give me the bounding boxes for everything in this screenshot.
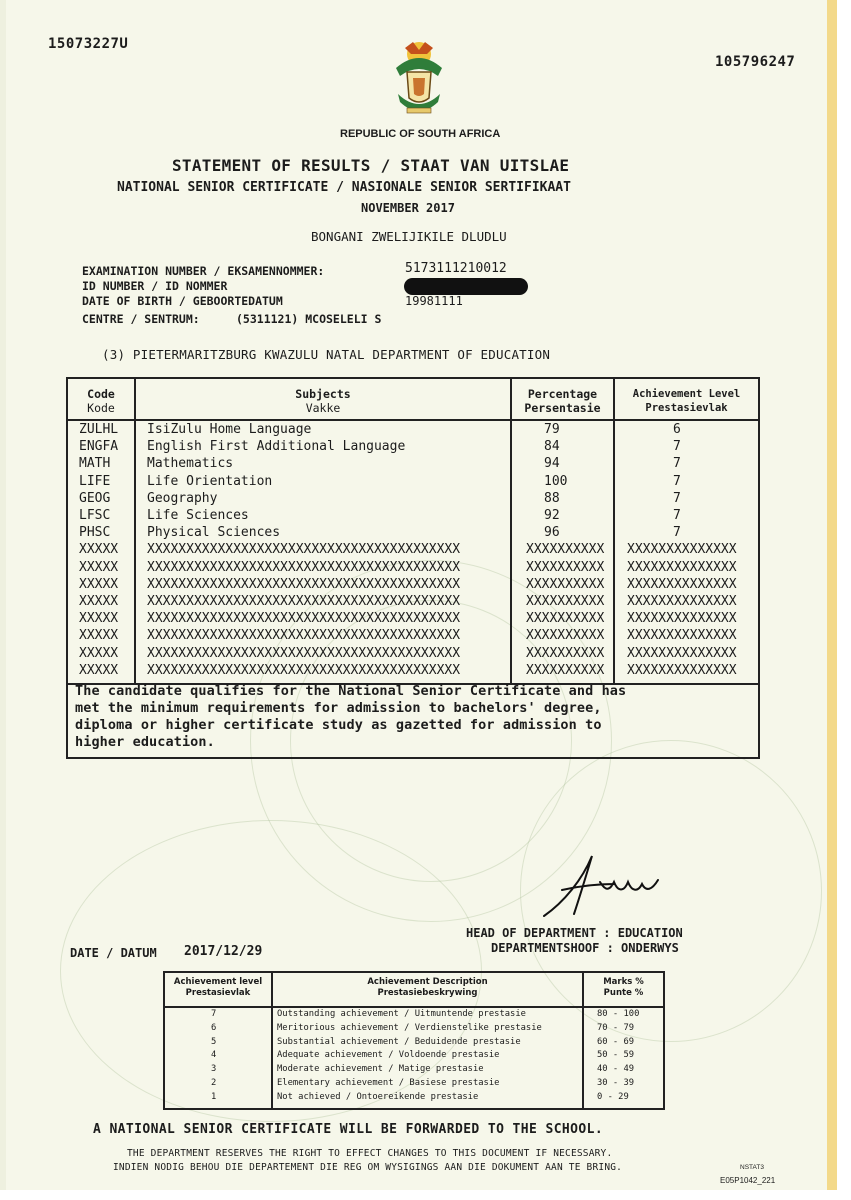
coat-of-arms-icon	[391, 38, 447, 124]
qualification-line: diploma or higher certificate study as gazetted for admission to	[75, 717, 602, 733]
signatory-title-af: DEPARTMENTSHOOF : ONDERWYS	[491, 941, 679, 955]
row-level: 7	[673, 525, 681, 541]
key-description: Outstanding achievement / Uitmuntende prestasie	[277, 1009, 526, 1019]
key-level: 2	[211, 1078, 217, 1088]
table-row	[68, 577, 758, 594]
row-percentage: XXXXXXXXXX	[526, 662, 605, 678]
forward-note: A NATIONAL SENIOR CERTIFICATE WILL BE FORWARDED TO THE SCHOOL.	[93, 1122, 604, 1137]
key-header-level-en: Achievement level	[173, 977, 263, 987]
footer-line-en: THE DEPARTMENT RESERVES THE RIGHT TO EFFECT CHANGES TO THIS DOCUMENT IF NECESSARY.	[127, 1148, 613, 1159]
row-level: 7	[673, 508, 681, 523]
footer-line-af: INDIEN NODIG BEHOU DIE DEPARTEMENT DIE REG OM WYSIGINGS AAN DIE DOKUMENT AAN TE BRING.	[113, 1162, 623, 1173]
key-row	[165, 1050, 663, 1063]
table-row	[68, 628, 758, 645]
row-level: 7	[673, 490, 681, 506]
row-code: ENGFA	[79, 439, 119, 455]
qualification-line: met the minimum requirements for admission to bachelors' degree,	[75, 700, 602, 716]
key-description: Elementary achievement / Basiese prestasie	[277, 1078, 500, 1088]
row-percentage: XXXXXXXXXX	[526, 645, 605, 661]
table-row	[68, 525, 758, 542]
row-percentage: XXXXXXXXXX	[526, 576, 605, 592]
document-code: E05P1042_221	[720, 1176, 776, 1185]
row-subject: IsiZulu Home Language	[147, 422, 312, 437]
exam-number: 5173111210012	[405, 261, 507, 276]
row-subject: XXXXXXXXXXXXXXXXXXXXXXXXXXXXXXXXXXXXXXXX	[147, 594, 461, 609]
row-level: XXXXXXXXXXXXXX	[627, 645, 737, 661]
issue-date: 2017/12/29	[184, 944, 263, 959]
serial-number-right: 105796247	[715, 54, 796, 70]
key-row	[165, 1023, 663, 1036]
row-percentage: XXXXXXXXXX	[526, 611, 605, 627]
key-row	[165, 1078, 663, 1091]
header-percentage-af: Persentasie	[524, 401, 601, 415]
row-level: XXXXXXXXXXXXXX	[627, 662, 737, 678]
form-code: NSTAT3	[740, 1164, 764, 1171]
row-percentage: 92	[544, 508, 560, 523]
key-marks: 40 - 49	[597, 1064, 635, 1075]
key-header-level-af: Prestasievlak	[185, 988, 251, 998]
table-row	[68, 456, 758, 473]
row-subject: XXXXXXXXXXXXXXXXXXXXXXXXXXXXXXXXXXXXXXXX	[147, 611, 461, 627]
table-row	[68, 646, 758, 663]
key-description: Not achieved / Ontoereikende prestasie	[277, 1091, 479, 1102]
redaction-bar	[404, 278, 528, 295]
key-marks: 50 - 59	[597, 1050, 635, 1061]
key-description: Meritorious achievement / Verdienstelike prestasie	[277, 1022, 542, 1033]
row-code: LFSC	[79, 508, 111, 523]
qualification-text	[75, 683, 626, 751]
serial-number-left: 15073227U	[48, 36, 129, 52]
row-percentage: 84	[544, 439, 560, 455]
row-level: XXXXXXXXXXXXXX	[627, 611, 737, 627]
key-row	[165, 1037, 663, 1050]
department-line: (3) PIETERMARITZBURG KWAZULU NATAL DEPARTMENT OF EDUCATION	[102, 347, 551, 362]
table-row	[68, 491, 758, 508]
row-subject: XXXXXXXXXXXXXXXXXXXXXXXXXXXXXXXXXXXXXXXX	[147, 628, 461, 644]
centre-value: (5311121) MCOSELELI S	[236, 312, 382, 326]
row-code: LIFE	[79, 473, 111, 489]
document-subtitle: NATIONAL SENIOR CERTIFICATE / NASIONALE SENIOR SERTIFIKAAT	[117, 180, 571, 195]
row-level: XXXXXXXXXXXXXX	[627, 576, 737, 592]
row-percentage: 94	[544, 456, 560, 472]
date-label: DATE / DATUM	[70, 946, 157, 960]
row-code: XXXXX	[79, 559, 119, 575]
key-header-marks-en: Marks %	[603, 977, 644, 987]
header-level-en: Achievement Level	[632, 388, 741, 400]
key-row	[165, 1064, 663, 1077]
header-subjects	[136, 387, 510, 415]
key-header-level	[165, 977, 271, 999]
date-of-birth: 19981111	[405, 294, 463, 308]
row-code: XXXXX	[79, 594, 119, 609]
row-percentage: XXXXXXXXXX	[526, 594, 605, 609]
row-percentage: 100	[544, 473, 568, 489]
left-edge	[0, 0, 6, 1200]
table-row	[68, 594, 758, 611]
header-percentage-en: Percentage	[527, 387, 598, 401]
table-row	[68, 611, 758, 628]
key-level: 1	[211, 1091, 217, 1102]
key-description: Moderate achievement / Matige prestasie	[277, 1064, 484, 1075]
row-level: 6	[673, 422, 681, 437]
row-code: XXXXX	[79, 645, 119, 661]
header-code-af: Kode	[87, 401, 115, 415]
row-level: XXXXXXXXXXXXXX	[627, 594, 737, 609]
row-level: XXXXXXXXXXXXXX	[627, 628, 737, 644]
results-table	[66, 377, 760, 685]
scan-margin	[837, 0, 851, 1200]
row-percentage: 88	[544, 490, 560, 506]
key-header-divider	[165, 1006, 663, 1008]
row-code: PHSC	[79, 525, 111, 541]
row-subject: Life Sciences	[147, 508, 249, 523]
row-subject: XXXXXXXXXXXXXXXXXXXXXXXXXXXXXXXXXXXXXXXX	[147, 662, 461, 678]
row-percentage: XXXXXXXXXX	[526, 628, 605, 644]
header-level	[615, 387, 758, 415]
table-row	[68, 663, 758, 680]
exam-number-label: EXAMINATION NUMBER / EKSAMENNOMMER:	[82, 264, 325, 278]
qualification-line: The candidate qualifies for the National Senior Certificate and has	[75, 683, 627, 699]
row-level: XXXXXXXXXXXXXX	[627, 542, 737, 558]
signature-icon	[540, 846, 670, 926]
key-header-marks	[584, 977, 663, 999]
header-divider	[68, 419, 758, 421]
table-row	[68, 560, 758, 577]
key-marks: 60 - 69	[597, 1036, 635, 1047]
key-description: Adequate achievement / Voldoende prestasie	[277, 1050, 500, 1061]
row-subject: XXXXXXXXXXXXXXXXXXXXXXXXXXXXXXXXXXXXXXXX	[147, 542, 461, 558]
row-subject: Physical Sciences	[147, 525, 281, 541]
row-subject: XXXXXXXXXXXXXXXXXXXXXXXXXXXXXXXXXXXXXXXX	[147, 645, 461, 661]
qualification-line: higher education.	[75, 734, 215, 750]
key-header-description-en: Achievement Description	[367, 977, 488, 987]
key-marks: 30 - 39	[597, 1078, 635, 1088]
key-header-description-af: Prestasiebeskrywing	[377, 988, 478, 998]
table-row	[68, 508, 758, 525]
row-level: 7	[673, 456, 681, 472]
row-subject: Geography	[147, 490, 218, 506]
row-code: MATH	[79, 456, 111, 472]
row-percentage: XXXXXXXXXX	[526, 542, 605, 558]
row-code: XXXXX	[79, 611, 119, 627]
key-marks: 80 - 100	[597, 1009, 640, 1019]
row-subject: Life Orientation	[147, 473, 273, 489]
row-code: ZULHL	[79, 422, 119, 437]
centre-label: CENTRE / SENTRUM:	[82, 312, 200, 326]
header-code-en: Code	[87, 387, 115, 401]
document-title: STATEMENT OF RESULTS / STAAT VAN UITSLAE	[172, 156, 570, 175]
table-row	[68, 439, 758, 456]
header-subjects-en: Subjects	[295, 387, 351, 401]
table-row	[68, 542, 758, 559]
row-subject: Mathematics	[147, 456, 234, 472]
row-code: XXXXX	[79, 542, 119, 558]
row-percentage: 79	[544, 422, 560, 437]
key-marks: 70 - 79	[597, 1022, 635, 1033]
key-header-description	[273, 977, 582, 999]
row-subject: XXXXXXXXXXXXXXXXXXXXXXXXXXXXXXXXXXXXXXXX	[147, 576, 461, 592]
exam-period: NOVEMBER 2017	[361, 201, 455, 215]
country-name: REPUBLIC OF SOUTH AFRICA	[340, 128, 501, 140]
row-level: 7	[673, 439, 681, 455]
header-percentage	[512, 387, 613, 415]
key-level: 5	[211, 1036, 217, 1047]
header-subjects-af: Vakke	[305, 401, 341, 415]
id-number-label: ID NUMBER / ID NOMMER	[82, 279, 228, 293]
key-marks: 0 - 29	[597, 1091, 629, 1102]
scan-margin-bottom	[0, 1190, 851, 1200]
key-row	[165, 1009, 663, 1022]
achievement-levels-key	[163, 971, 665, 1110]
header-code	[68, 387, 134, 415]
row-code: XXXXX	[79, 628, 119, 644]
row-percentage: 96	[544, 525, 560, 541]
row-level: 7	[673, 473, 681, 489]
row-level: XXXXXXXXXXXXXX	[627, 559, 737, 575]
row-subject: XXXXXXXXXXXXXXXXXXXXXXXXXXXXXXXXXXXXXXXX	[147, 559, 461, 575]
table-row	[68, 422, 758, 439]
row-code: XXXXX	[79, 662, 119, 678]
candidate-name: BONGANI ZWELIJIKILE DLUDLU	[311, 229, 507, 244]
key-header-marks-af: Punte %	[603, 988, 644, 998]
table-row	[68, 474, 758, 491]
key-level: 7	[211, 1009, 217, 1019]
qualification-statement	[66, 681, 760, 759]
row-subject: English First Additional Language	[147, 439, 406, 455]
row-code: XXXXX	[79, 576, 119, 592]
row-percentage: XXXXXXXXXX	[526, 559, 605, 575]
dob-label: DATE OF BIRTH / GEBOORTEDATUM	[82, 294, 283, 308]
signatory-title-en: HEAD OF DEPARTMENT : EDUCATION	[466, 926, 683, 940]
key-level: 6	[211, 1022, 217, 1033]
header-level-af: Prestasievlak	[645, 402, 728, 414]
gold-border	[827, 0, 837, 1200]
key-level: 4	[211, 1050, 217, 1061]
key-level: 3	[211, 1064, 217, 1075]
key-description: Substantial achievement / Beduidende prestasie	[277, 1036, 521, 1047]
row-code: GEOG	[79, 490, 111, 506]
key-row	[165, 1092, 663, 1105]
